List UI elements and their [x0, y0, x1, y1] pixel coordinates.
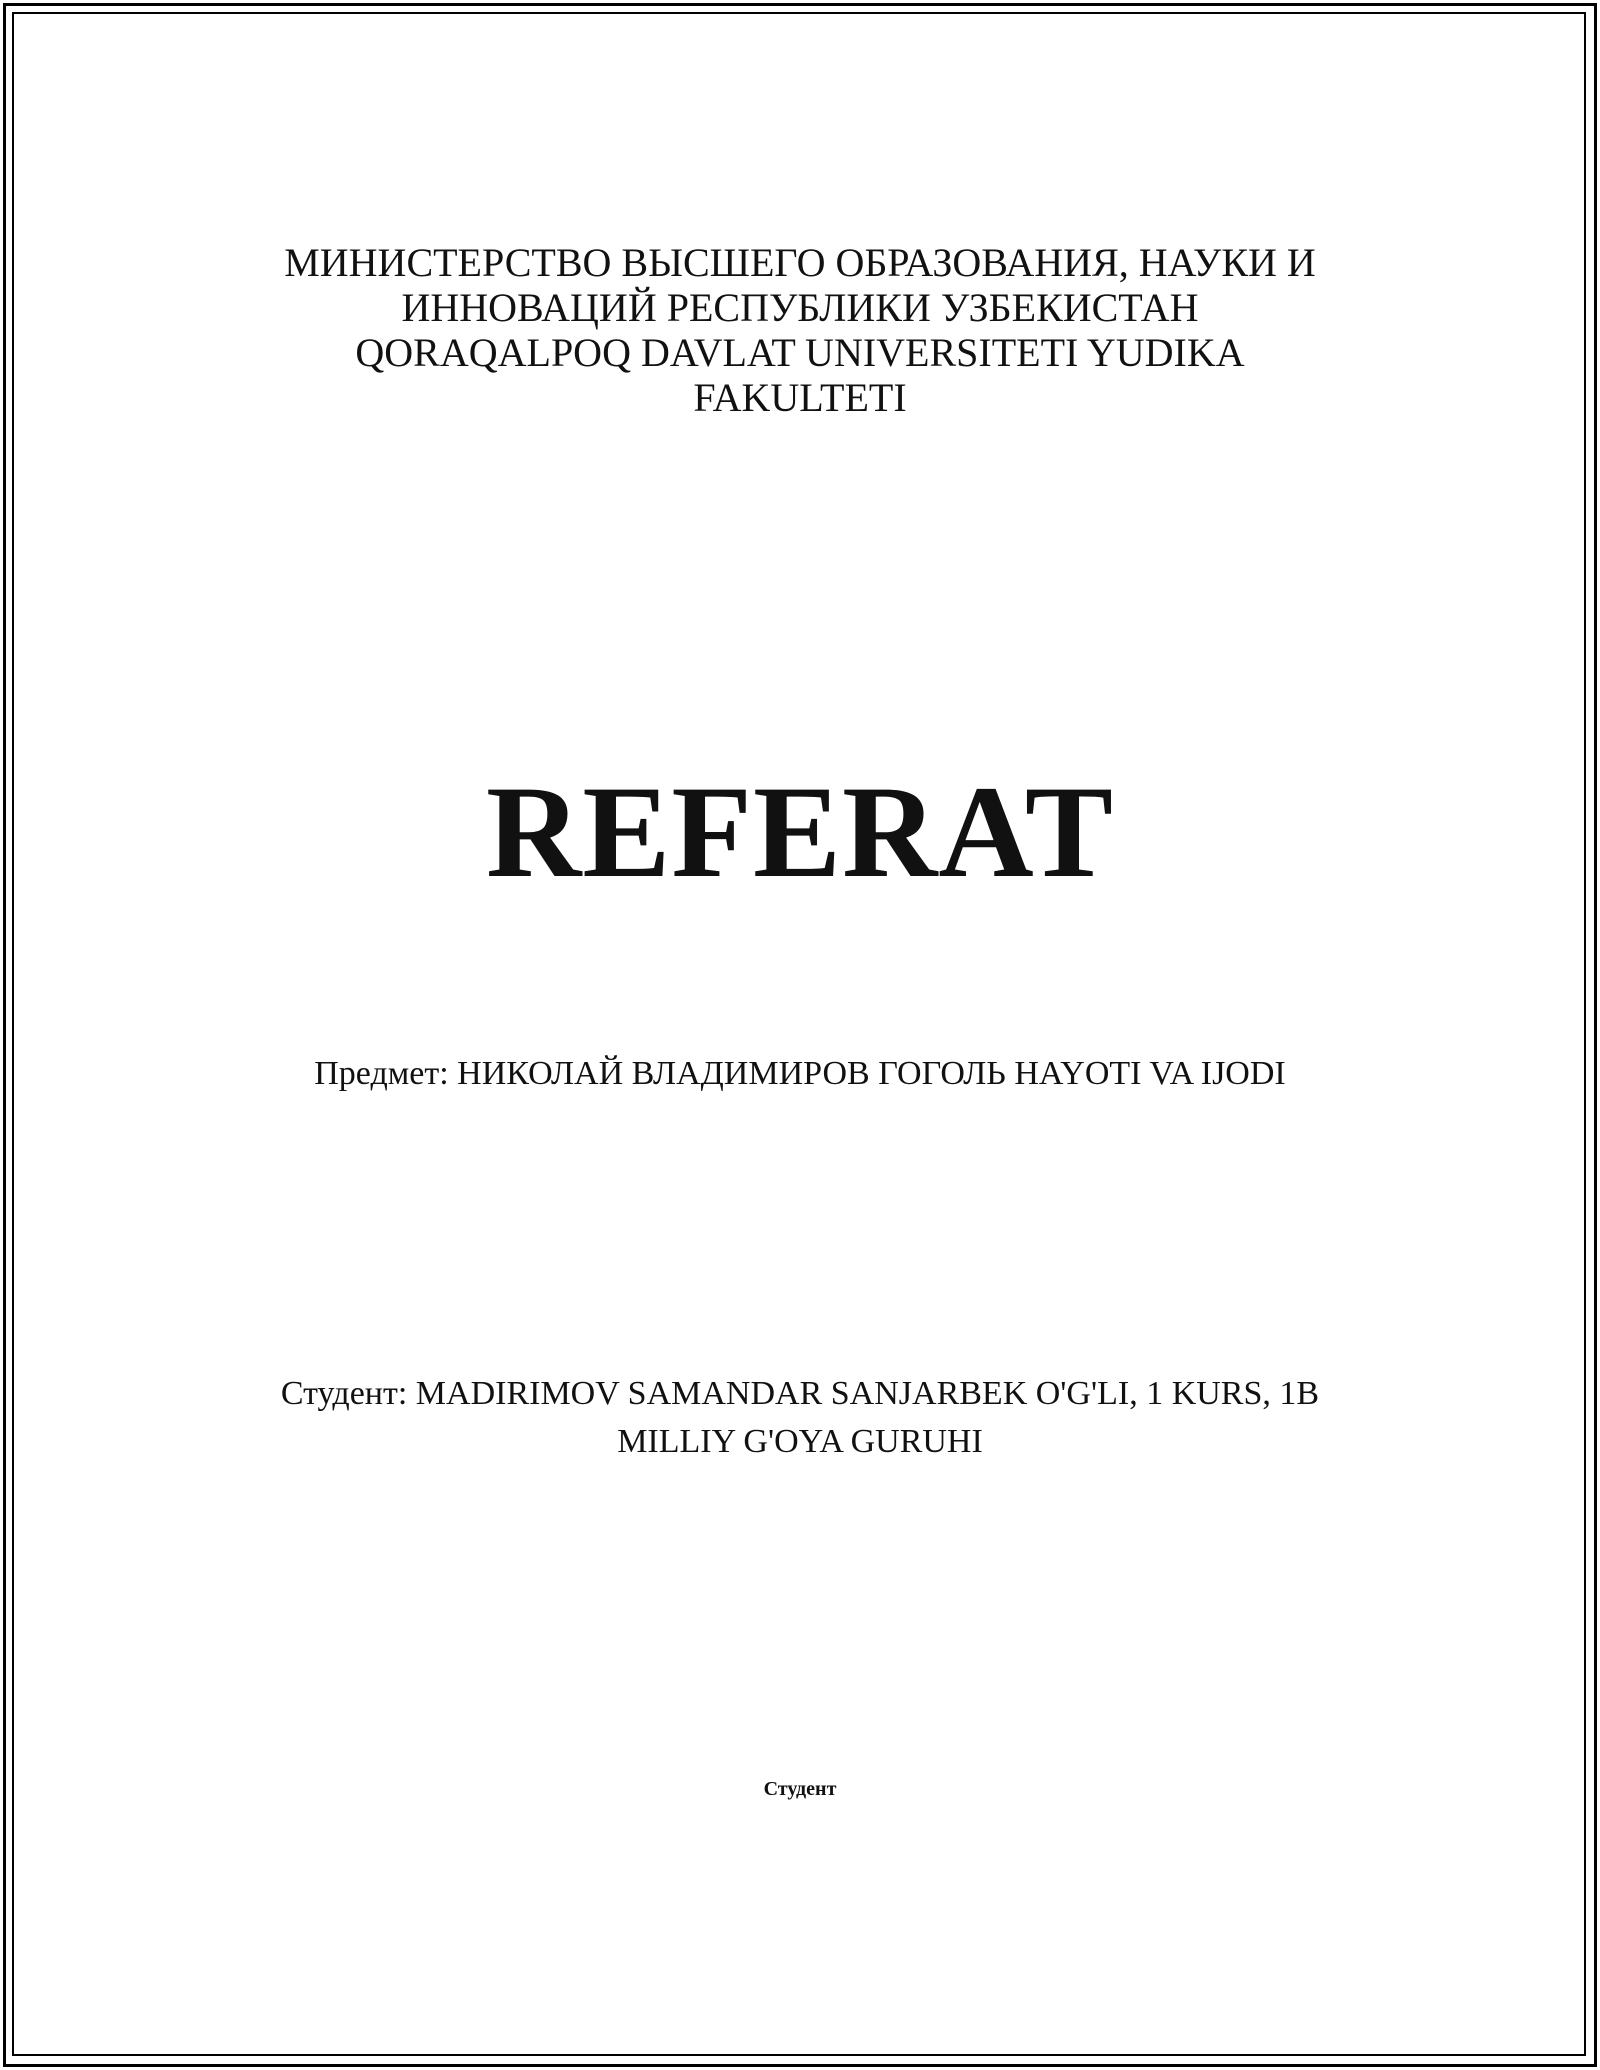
subject-line: Предмет: НИКОЛАЙ ВЛАДИМИРОВ ГОГОЛЬ HAYOTI VA IJODI	[314, 1055, 1286, 1092]
header-line: QORAQALPOQ DAVLAT UNIVERSITETI YUDIKA	[355, 330, 1245, 375]
ministry-header	[0, 240, 1600, 420]
student-line: MILLIY G'OYA GURUHI	[617, 1423, 983, 1460]
header-line: МИНИСТЕРСТВО ВЫСШЕГО ОБРАЗОВАНИЯ, НАУКИ И	[284, 240, 1316, 285]
header-line: FAKULTETI	[693, 375, 907, 420]
footer-label: Студент	[763, 1778, 837, 1800]
student-info	[0, 1370, 1600, 1466]
document-title: REFERAT	[486, 758, 1114, 905]
student-line: Студент: MADIRIMOV SAMANDAR SANJARBEK O'G'LI, 1 KURS, 1B	[280, 1375, 1320, 1412]
header-line: ИННОВАЦИЙ РЕСПУБЛИКИ УЗБЕКИСТАН	[401, 285, 1199, 330]
